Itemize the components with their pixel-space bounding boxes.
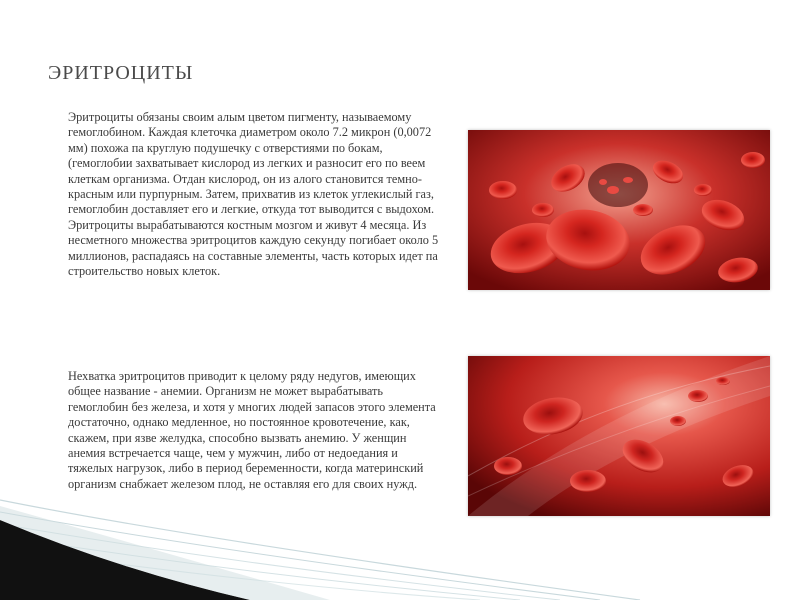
bullet-text-1: Эритроциты обязаны своим алым цветом пигменту, называемому гемоглобином. Каждая клеточка диаметром около 7.2 микрон (0,0072 мм) похожа па круглую подушечку с отверстиями по бокам, (гемоглобии захватывает кислород из легких и разносит его по веем клеткам организма. Отдан кислород, он из алого становится темно-красным или пурпурным. Затем, прихватив из клеток углекислый газ, гемоглобин доставляет его и легкие, откуда тот выводится с выдохом. Эритроциты вырабатываются костным мозгом и живут 4 месяца. Из несметного множества эритроцитов каждую секунду погибает около 5 миллионов, распадаясь на составные элементы, часть которых идет па строительство новых клеток.	[68, 110, 439, 279]
bullet-paragraph-1	[44, 110, 444, 279]
bullet-marker-icon	[44, 112, 52, 122]
blood-vessel-tunnel-image	[468, 356, 770, 516]
bullet-text-2: Нехватка эритроцитов приводит к целому ряду недугов, имеющих общее название - анемии. Организм не может вырабатывать гемоглобин без железа, и хотя у многих людей запасов этого элемента достаточно, однако медленное, но постоянное кровотечение, как, скажем, при язве желудка, способно вызвать анемию. У женщин анемия встречается чаще, чем у мужчин, либо от недоедания и тяжелых нагрузок, либо в период беременности, когда материнский организм снабжает железом плод, не оставляя его для своих нужд.	[68, 369, 436, 491]
slide-title: ЭРИТРОЦИТЫ	[48, 62, 194, 84]
bullet-marker-icon	[44, 371, 52, 381]
bullet-paragraph-2	[44, 369, 444, 492]
red-blood-cells-vessel-image	[468, 130, 770, 290]
